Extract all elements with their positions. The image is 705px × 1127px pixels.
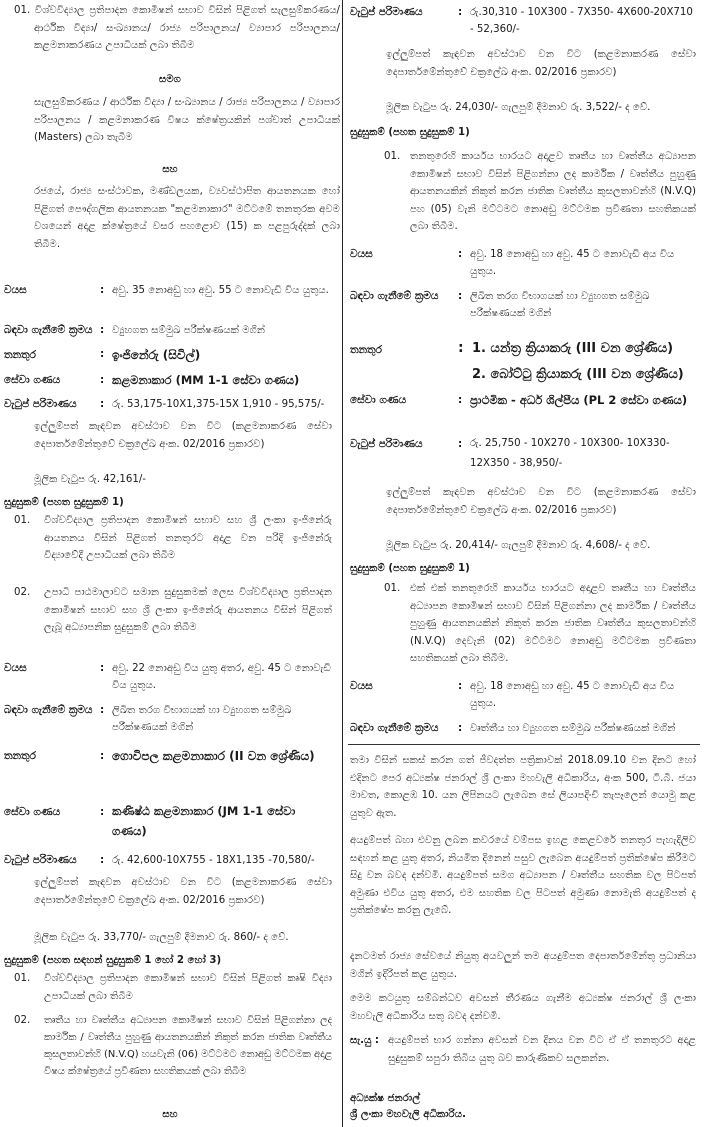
salary-note: ඉල්ලුම්පත් කැඳවන අවස්ථාව වන විට (කළමනාකරණ සේවා දෙපාර්තමේන්තුවේ චක්‍රලේඛ අංක. 02/2016 ප්‍රකාරව)	[386, 487, 696, 516]
service-value: ප්‍රාථමික - අර්ධ ශිල්පීය (PL 2 සේවා ගණය)	[470, 393, 688, 407]
item-number: 01.	[384, 583, 401, 594]
qualification-item: තනතුරෙහි කාර්යය භාරයට අදාළව තෘතීය හා වෘත්තීය අධ්‍යාපන කොමිෂන් සභාව විසින් පිළිගන්නා ලද කාර්මික / වෘත්තීය පුහුණු ආයතනයකින් නිකුත් කරන ජාතික වෘත්තීය කුසලතාවන්හි (N.V.Q) පහ (05) වැනි මට්ටමට නොඅඩු මට්ටමක ප්‍රවීණතා සහතිකයක් ලබා තිබීම.	[410, 151, 696, 232]
qualification-item: විශ්වවිද්‍යාල ප්‍රතිපාදන කොමිෂන් සභාව සහ ශ්‍රී ලංකා ඉංජිනේරු ආයතනය විසින් පිළිගත් තනතුරට අදාළ වන පරිදි ඉංජිනේරු විද්‍යාවේදී උපාධියක් ලබා තිබීම	[44, 515, 332, 561]
qualification-item: එක් එක් තනතුරෙහි කාර්යය භාරයට අදාළව තෘතීය හා වෘත්තීය අධ්‍යාපන කොමිෂන් සභාව විසින් පිළිගන්නා ලද කාර්මික / වෘත්තීය පුහුණු ආයතනයකින් නිකුත් කරන ජාතික වෘත්තීය කුසලතාවන්හි (N.V.Q) දෙවැනි (02) මට්ටමට නොඅඩු මට්ටමක ප්‍රවීණතා සහතිකයක් ලබා තිබීම.	[410, 583, 696, 664]
colon: :	[100, 348, 105, 360]
salary-note: ඉල්ලුම්පත් කැඳවන අවස්ථාව වන විට (කළමනාකරණ සේවා දෙපාර්තමේන්තුවේ චක්‍රලේඛ අංක. 02/2016 ප්‍රකාරව)	[34, 877, 332, 906]
salary-value: රු. 25,750 - 10X270 - 10X300- 10X330- 12X350 - 38,950/-	[470, 438, 670, 469]
application-paragraph: තමා විසින් සකස් කරන ගත් ජීවදත්ත පත්‍රිකාවක් 2018.09.10 වන දිනට හෝ එදිනට පෙර අධ්‍යක්ෂ ජනරාල් ශ්‍රී ලංකා මහවැලි අධිකාරිය, අංක 500, ටී.බී. ජයා මාවත, කොළඹ 10. යන ලිපිනයට ලැබෙන සේ ලියාපදිංචි තැපෑලෙන් යොමු කළ යුතුව ඇත.	[350, 755, 696, 819]
colon: :	[100, 854, 105, 866]
service-label: සේවා ගණය	[4, 806, 61, 818]
recruitment-value: ව්‍යුහගත සම්මුඛ පරීක්ෂණයක් මගින්	[112, 325, 266, 336]
colon: :	[100, 398, 105, 410]
basic-salary: මූලික වැටුප රු. 24,030/- ගැලපුම් දීමනාව රු. 3,522/- ද වේ.	[386, 102, 651, 113]
salary-note: ඉල්ලුම්පත් කැඳවන අවස්ථාව වන විට (කළමනාකරණ සේවා දෙපාර්තමේන්තුවේ චක්‍රලේඛ අංක. 02/2016 ප්‍රකාරව)	[34, 421, 332, 450]
age-label: වයස	[4, 662, 27, 674]
experience-requirement: රජයේ, රාජ්‍ය සංස්ථාවක, මණ්ඩලයක, ව්‍යවස්ථාපිත ආයතනයක හෝ පිළිගත් පෞද්ගලික ආයතනයක "කළමනාකාර" මට්ටමේ තනතුරක අවම වශයෙන් අදාළ ක්ෂේත්‍රයේ වසර පහළොව (15) ක පළපුරුද්දක් ලබා තිබීම.	[34, 186, 340, 250]
qualifications-heading: සුදුසුකම් (පහත සුදුසුකම් 1)	[350, 563, 470, 574]
age-value: අවු. 18 නොඅඩු හා අවු. 45 ට නොවැඩි අය විය යුතුය.	[470, 681, 675, 709]
conjunction-and: සහ	[162, 1109, 178, 1120]
recruitment-label: බඳවා ගැනීමේ ක්‍රමය	[4, 704, 93, 716]
colon: :	[100, 662, 105, 674]
signature-title: අධ්‍යක්ෂ ජනරාල්	[350, 1093, 421, 1104]
masters-qualification: සැලසුම්කරණය / ආර්ථික විද්‍යා / සංඛ්‍යානය / රාජ්‍ය පරිපාලනය / ව්‍යාපාර පරිපාලනය / කළමනාකරණ විෂය ක්ෂේත්‍රයකින් පශ්චාත් උපාධියක් (Masters) ලබා තැබීම	[34, 97, 340, 143]
final-decision-paragraph: මෙම කටයුතු සම්බන්ධව අවසන් තීරණය ගැනීම අධ්‍යක්ෂ ජනරාල් ශ්‍රී ලංකා මහවැලි අධිකාරිය සතු බවද දන්වමි.	[350, 993, 696, 1022]
item-number: 01.	[14, 515, 31, 526]
post-value-2: 2. බෝට්ටු ක්‍රියාකරු (III වන ශ්‍රේණිය)	[472, 367, 684, 382]
age-label: වයස	[350, 248, 373, 260]
salary-value: රු.30,310 - 10X300 - 7X350- 4X600-20X710 - 52,360/-	[470, 7, 693, 35]
recruitment-value: වෘත්තීය හා ව්‍යුහගත සම්මුඛ පරීක්ෂණයක් මගින්	[470, 723, 676, 734]
salary-label: වැටුප් පරිමාණය	[4, 854, 77, 866]
age-label: වයස	[4, 284, 27, 296]
signature-organization: ශ්‍රී ලංකා මහවැලි අධිකාරිය.	[350, 1109, 466, 1120]
recruitment-value: ලිඛිත තරග විභාගයක් හා ව්‍යුහගත සම්මුඛ පරීක්ෂණයක් මගින්	[112, 705, 292, 733]
qualification-item: උපාධි පාඨමාලාවට සමාන සුදුසුකමක් ලෙස විශ්වවිද්‍යාල ප්‍රතිපාදන කොමිෂන් සභාව සහ ශ්‍රී ලංකා ඉංජිනේරු ආයතනය විසින් පිළිගත් ලැබූ අධ්‍යාපනික සුදුසුකම් ලබා තිබීම	[44, 587, 332, 633]
salary-value: රු. 42,600-10X755 - 18X1,135 -70,580/-	[112, 855, 315, 866]
recruitment-label: බඳවා ගැනීමේ ක්‍රමය	[4, 324, 93, 336]
post-label: තනතුර	[4, 349, 36, 361]
colon: :	[458, 438, 463, 450]
colon: :	[100, 806, 105, 818]
age-value: අවු. 35 නොඅඩු හා අවු. 55 ට නොවැඩි විය යුතුය.	[112, 285, 329, 296]
section-rule	[348, 744, 700, 745]
colon: :	[100, 750, 105, 762]
post-value-1: 1. යන්ත්‍ර ක්‍රියාකරු (III වන ශ්‍රේණිය)	[472, 341, 674, 356]
age-label: වයස	[350, 680, 373, 692]
service-value: කළමනාකාර (MM 1-1 සේවා ගණය)	[112, 373, 300, 387]
salary-note: ඉල්ලුම්පත් කැඳවන අවස්ථාව වන විට (කළමනාකරණ සේවා දෙපාර්තමේන්තුවේ චක්‍රලේඛ අංක. 02/2016 ප්‍රකාරව)	[386, 49, 696, 78]
service-value: කණිෂ්ඨ කළමනාකාර (JM 1-1 සේවා ගණය)	[112, 804, 296, 838]
colon: :	[458, 248, 463, 260]
qualification-item: විශ්වවිද්‍යාල ප්‍රතිපාදන කොමිෂන් සභාව විසින් පිළිගත් කෘෂි විද්‍යා උපාධියක් ලබා තිබීම	[44, 973, 332, 1002]
basic-salary: මූලික වැටුප රු. 20,414/- ගැලපුම් දීමනාව රු. 4,608/- ද වේ.	[386, 540, 651, 551]
service-label: සේවා ගණය	[4, 374, 61, 386]
salary-label: වැටුප් පරිමාණය	[4, 398, 77, 410]
salary-label: වැටුප් පරිමාණය	[350, 6, 423, 18]
colon: :	[100, 284, 105, 296]
age-value: අවු. 18 නොඅඩු හා අවු. 45 ට නොවැඩි අය විය යුතුය.	[470, 249, 675, 277]
post-value: ඉංජිනේරු (සිවිල්)	[112, 348, 201, 362]
qualifications-heading: සුදුසුකම් (පහත සඳහන් සුදුසුකම් 1 හෝ 2 හෝ 3)	[4, 955, 222, 966]
instructions-paragraph: අයදුම්පත් බහා එවනු ලබන කවරයේ වම්පස ඉහළ කෙළවරේ තනතුර පැහැදිලිව සඳහන් කළ යුතු අතර, නියමිත දිනෙන් පසුව ලැබෙන අයදුම්පත් ප්‍රතික්ෂේප කිරීමට සිදු වන බවද දන්වමි. අයදුම්පත් සමග අධ්‍යාපන / වෘත්තීය සහතික වල පිටපත් අමුණා එවිය යුතු අතර, එම සහතික වල පිටපත් අමුණා නොමැති අයදුම්පත් ද ප්‍රතික්ෂේප කරනු ලැබේ.	[350, 835, 696, 916]
recruitment-label: බඳවා ගැනීමේ ක්‍රමය	[350, 290, 439, 302]
item-number: 01.	[384, 151, 401, 162]
qualifications-heading: සුදුසුකම් (පහත සුදුසුකම් 1)	[4, 497, 124, 508]
colon: :	[100, 374, 105, 386]
column-divider	[342, 0, 343, 1127]
basic-salary: මූලික වැටුප රු. 42,161/-	[34, 474, 146, 485]
salary-label: වැටුප් පරිමාණය	[350, 438, 423, 450]
post-label: තනතුර	[350, 344, 382, 356]
right-column	[348, 0, 700, 1127]
colon: :	[458, 394, 463, 406]
colon: :	[458, 6, 463, 18]
conjunction-with: සමග	[159, 74, 181, 85]
note-label: සැ.යු :	[350, 1035, 379, 1046]
recruitment-label: බඳවා ගැනීමේ ක්‍රමය	[350, 722, 439, 734]
item-number: 02.	[14, 1015, 31, 1026]
item-number: 01.	[14, 973, 31, 984]
item-number: 02.	[14, 587, 31, 598]
left-column	[0, 0, 340, 1127]
salary-value: රු. 53,175-10X1,375-15X 1,910 - 95,575/-	[112, 399, 325, 410]
intro-qualification: 01. විශ්වවිද්‍යාල ප්‍රතිපාදන කොමිෂන් සභාව විසින් පිළිගත් සැලසුම්කරණය/ ආර්ථික විද්‍යා/ සංඛ්‍යානය/ රාජ්‍ය පරිපාලනය/ ව්‍යාපාර පරිපාලනය/ කළමනාකරණය උපාධියක් ලබා තිබීම	[14, 5, 340, 51]
qualification-item: තෘතීය හා වෘත්තීය අධ්‍යාපන කොමිෂන් සභාව විසින් පිළිගන්නා ලද කාර්මික / වෘත්තීය පුහුණු ආයතනයකින් නිකුත් කරන ජාතික වෘත්තීය කුසලතාවන්හි (N.V.Q) හයවැනි (06) මට්ටමට නොඅඩු මට්ටමක අදාළ විෂය ක්ෂේත්‍රයේ ප්‍රවීණතා සහතිකයක් ලබා තිබීම	[44, 1015, 332, 1077]
colon: :	[458, 722, 463, 734]
basic-salary: මූලික වැටුප රු. 33,770/- ගැලපුම් දීමනාව රු. 860/- ද වේ.	[34, 932, 289, 943]
post-value: ගොවිපල කළමනාකාර (II වන ශ්‍රේණිය)	[112, 749, 315, 763]
government-staff-paragraph: දැනටමත් රාජ්‍ය සේවයේ නියුතු අයවලුන් තම අයදුම්පත දෙපාර්තමේන්තු ප්‍රධානියා මගින් ඉදිරිපත් කළ යුතුය.	[350, 951, 696, 980]
colon: :	[458, 290, 463, 302]
colon: :	[458, 680, 463, 692]
recruitment-value: ලිඛිත තරග විභාගයක් හා ව්‍යුහගත සම්මුඛ පරීක්ෂණයක් මගින්	[470, 291, 650, 319]
post-label: තනතුර	[4, 750, 36, 762]
age-value: අවු. 22 නොඅඩු විය යුතු අතර, අවු. 45 ට නොවැඩි විය යුතුය.	[112, 663, 331, 691]
colon: :	[100, 324, 105, 336]
service-label: සේවා ගණය	[350, 394, 407, 406]
conjunction-and: සහ	[162, 164, 178, 175]
colon: :	[458, 340, 464, 356]
qualifications-heading: සුදුසුකම් (පහත සුදුසුකම් 1)	[350, 127, 470, 138]
colon: :	[100, 704, 105, 716]
note-text: අයදුම්පත් භාර ගන්නා අවසන් වන දිනය වන විට ඒ ඒ තනතුරට අදාළ සුදුසුකම් සපුරා තිබිය යුතු බව කාරුණිකව සලකන්න.	[388, 1035, 696, 1064]
